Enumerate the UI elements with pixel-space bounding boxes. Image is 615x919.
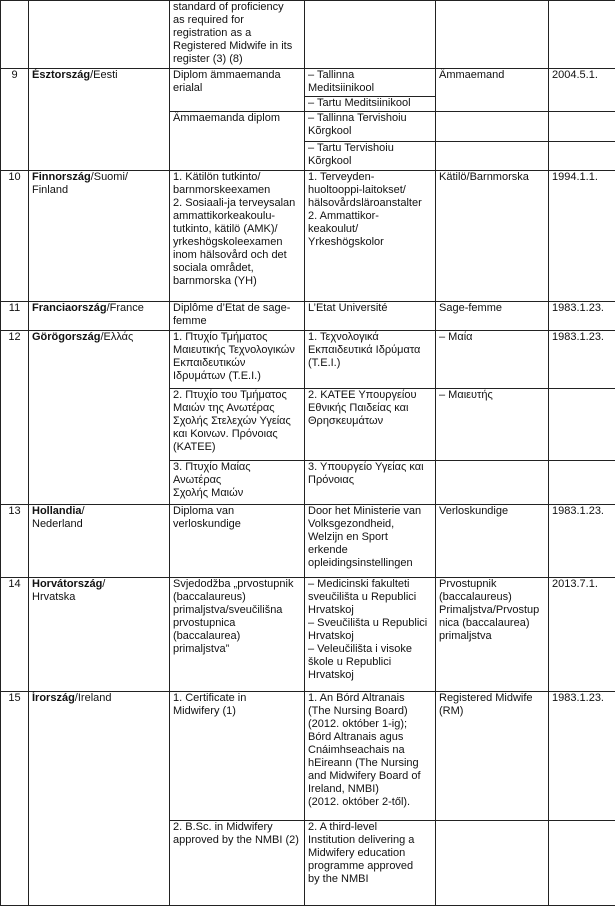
professional-title-cell: Sage-femme (436, 302, 549, 331)
table-row (1, 505, 615, 578)
table-row (1, 331, 615, 389)
date-cell (549, 821, 615, 906)
diploma-cell: Ämmaemanda diplom (170, 112, 305, 171)
country-cell (29, 578, 170, 692)
country-name-local: / Nederland (32, 505, 85, 530)
professional-title-cell (436, 142, 549, 171)
country-name-hu: Írország (32, 692, 75, 704)
awarding-body-cell: – Tartu Meditsiinikool (305, 97, 436, 112)
country-cell (29, 331, 170, 505)
diploma-cell: Diplom ämmaemanda erialal (170, 69, 305, 112)
professional-title-cell: Kätilö/Barnmorska (436, 171, 549, 302)
row-number: 9 (1, 69, 29, 171)
country-name-local: /France (106, 302, 144, 314)
diploma-cell: Diplôme d’Etat de sage- femme (170, 302, 305, 331)
row-number: 13 (1, 505, 29, 578)
professional-title-cell: Verloskundige (436, 505, 549, 578)
awarding-body-cell: L’Etat Université (305, 302, 436, 331)
country-name-hu: Finnország (32, 171, 91, 183)
date-cell: 1983.1.23. (549, 302, 615, 331)
country-cell (29, 302, 170, 331)
country-name-hu: Görögország (32, 331, 101, 343)
date-cell: 2004.5.1. (549, 69, 615, 112)
country-name-hu: Hollandia (32, 505, 82, 517)
awarding-body-cell: 1. Terveyden- huoltooppi-laitokset/ hälsovårdsläroanstalter 2. Ammattikor- keakoulut/ Yrkeshögskolor (305, 171, 436, 302)
table-row (1, 1, 615, 69)
awarding-body-cell: – Tallinna Meditsiinikool (305, 69, 436, 97)
awarding-body-cell (305, 1, 436, 69)
professional-title-cell: – Μαία (436, 331, 549, 389)
date-cell (549, 389, 615, 461)
date-cell (549, 461, 615, 505)
date-cell: 1994.1.1. (549, 171, 615, 302)
date-cell (549, 1, 615, 69)
country-name-hu: Franciaország (32, 302, 107, 314)
professional-title-cell (436, 1, 549, 69)
country-cell (29, 69, 170, 171)
professional-title-cell: Prvostupnik (baccalaureus) Primaljstva/Prvostup nica (baccalaurea) primaljstva (436, 578, 549, 692)
awarding-body-cell: 1. Τεχνολογικά Εκπαιδευτικά Ιδρύματα (Τ.Ε.Ι.) (305, 331, 436, 389)
country-name-local: /Suomi/ Finland (32, 171, 128, 196)
row-number: 11 (1, 302, 29, 331)
row-number (1, 1, 29, 69)
professional-title-cell: – Μαιευτής (436, 389, 549, 461)
date-cell: 1983.1.23. (549, 331, 615, 389)
diploma-cell: Diploma van verloskundige (170, 505, 305, 578)
diploma-cell: 1. Πτυχίο Τμήματος Μαιευτικής Τεχνολογικών Εκπαιδευτικών Ιδρυμάτων (Τ.Ε.Ι.) (170, 331, 305, 389)
date-cell (549, 112, 615, 142)
row-number: 14 (1, 578, 29, 692)
professional-title-cell: Registered Midwife (RM) (436, 692, 549, 821)
diploma-cell: 2. Πτυχίο του Τμήματος Μαιών της Ανωτέρας Σχολής Στελεχών Υγείας και Κοινων. Πρόνοιας (ΚΑΤΕΕ) (170, 389, 305, 461)
professional-title-cell (436, 112, 549, 142)
country-name-local: /Ελλάς (100, 331, 134, 343)
date-cell: 2013.7.1. (549, 578, 615, 692)
date-cell: 1983.1.23. (549, 505, 615, 578)
country-cell (29, 1, 170, 69)
diploma-cell: 1. Kätilön tutkinto/ barnmorskeexamen 2. Sosiaali-ja terveysalan ammattikorkeakoulu- tutkinto, kätilö (AMK)/ yrkeshögskoleexamen inom hälsovård och det sociala området, barnmorska (YH) (170, 171, 305, 302)
diploma-cell: 2. B.Sc. in Midwifery approved by the NMBI (2) (170, 821, 305, 906)
country-name-local: /Eesti (90, 69, 118, 81)
diploma-cell: 1. Certificate in Midwifery (1) (170, 692, 305, 821)
awarding-body-cell: 3. Υπουργείο Υγείας και Πρόνοιας (305, 461, 436, 505)
table-row (1, 171, 615, 302)
table-row (1, 302, 615, 331)
awarding-body-cell: – Medicinski fakulteti sveučilišta u Republici Hrvatskoj – Sveučilišta u Republici Hrvatskoj – Veleučilišta i visoke škole u Republici Hrvatskoj (305, 578, 436, 692)
table-row (1, 69, 615, 97)
row-number: 12 (1, 331, 29, 505)
country-name-local: / Hrvatska (32, 578, 106, 603)
professional-title-cell (436, 821, 549, 906)
row-number: 10 (1, 171, 29, 302)
row-number: 15 (1, 692, 29, 906)
professional-title-cell: Ämmaemand (436, 69, 549, 112)
awarding-body-cell: 1. An Bórd Altranais (The Nursing Board) (2012. október 1-ig); Bórd Altranais agus Cnáimhseachais na hEireann (The Nursing and Midwifery Board of Ireland, NMBI) (2012. október 2-től). (305, 692, 436, 821)
country-cell (29, 171, 170, 302)
awarding-body-cell: 2. ΚΑΤΕΕ Υπουργείου Εθνικής Παιδείας και Θρησκευμάτων (305, 389, 436, 461)
table-row (1, 692, 615, 821)
diploma-cell: standard of proficiency as required for registration as a Registered Midwife in its register (3) (8) (170, 1, 305, 69)
awarding-body-cell: – Tartu Tervishoiu Kõrgkool (305, 142, 436, 171)
awarding-body-cell: – Tallinna Tervishoiu Kõrgkool (305, 112, 436, 142)
country-cell (29, 692, 170, 906)
country-name-local: /Ireland (74, 692, 112, 704)
country-name-hu: Észtország (32, 69, 91, 81)
date-cell: 1983.1.23. (549, 692, 615, 821)
diploma-cell: 3. Πτυχίο Μαίας Ανωτέρας Σχολής Μαιών (170, 461, 305, 505)
country-name-hu: Horvátország (32, 578, 103, 590)
country-cell (29, 505, 170, 578)
awarding-body-cell: 2. A third-level Institution delivering a Midwifery education programme approved by the NMBI (305, 821, 436, 906)
date-cell (549, 142, 615, 171)
professional-title-cell (436, 461, 549, 505)
awarding-body-cell: Door het Ministerie van Volksgezondheid, Welzijn en Sport erkende opleidingsinstellingen (305, 505, 436, 578)
table-row (1, 578, 615, 692)
diploma-cell: Svjedodžba „prvostupnik (baccalaureus) primaljstva/sveučilišna prvostupnica (baccalaurea) primaljstva” (170, 578, 305, 692)
